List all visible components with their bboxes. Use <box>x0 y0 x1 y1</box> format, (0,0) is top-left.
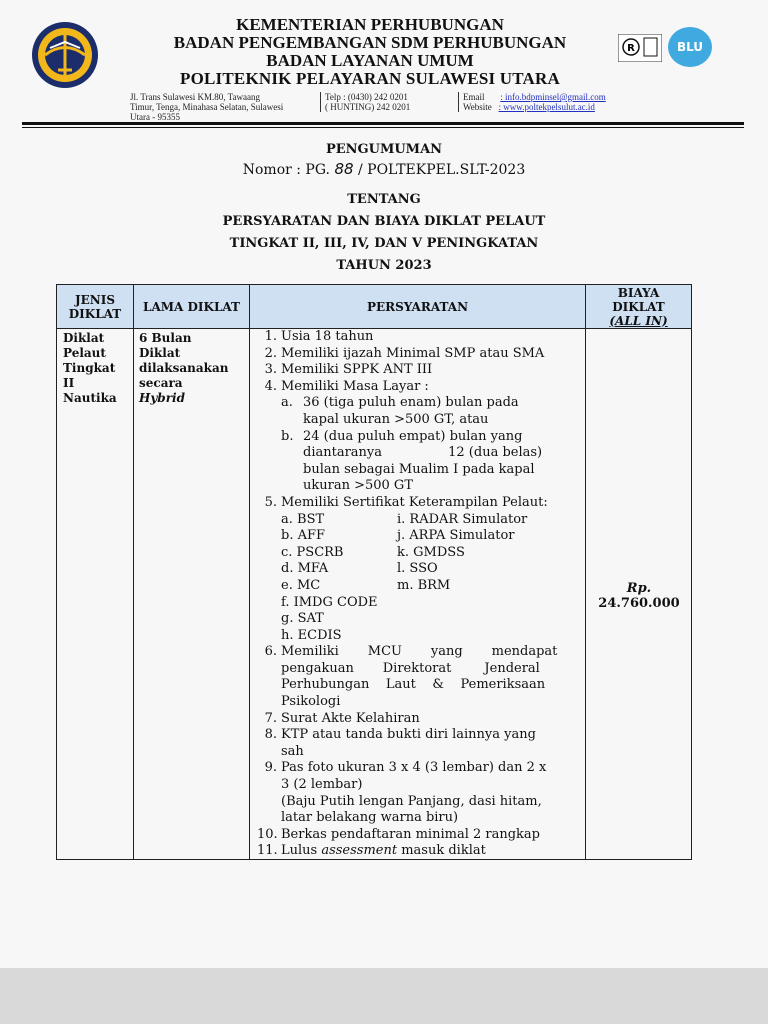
cell-biaya: Rp. 24.760.000 <box>598 581 680 611</box>
website-link[interactable]: : www.poltekpelsulut.ac.id <box>498 102 595 112</box>
ministry-logo <box>30 20 100 90</box>
email-website-block: Email : info.bdpminsel@gmail.com Website : www.poltekpelsulut.ac.id <box>458 92 663 112</box>
agency-name: BADAN PENGEMBANGAN SDM PERHUBUNGAN <box>173 33 567 52</box>
subject-line-1: PERSYARATAN DAN BIAYA DIKLAT PELAUT <box>222 214 546 229</box>
list-item: 9. Pas foto ukuran 3 x 4 (3 lembar) dan 2 x <box>264 760 547 776</box>
list-item: 2. Memiliki ijazah Minimal SMP atau SMA <box>264 345 545 361</box>
list-item: 1. Usia 18 tahun <box>264 329 374 344</box>
header-persyaratan: PERSYARATAN <box>250 285 585 329</box>
email-link[interactable]: : info.bdpminsel@gmail.com <box>500 92 606 102</box>
list-item: 8. KTP atau tanda bukti diri lainnya yang <box>264 727 536 743</box>
svg-text:R: R <box>627 43 635 54</box>
scan-background <box>0 968 768 1024</box>
tentang-label: TENTANG <box>347 192 421 207</box>
announcement-title: PENGUMUMAN <box>325 142 443 157</box>
cell-jenis-diklat: Diklat Pelaut Tingkat II Nautika <box>63 331 117 405</box>
blu-badge: BLU <box>668 27 712 67</box>
list-item: 10. Berkas pendaftaran minimal 2 rangkap <box>257 826 541 842</box>
announcement-number: Nomor : PG. 88 / POLTEKPEL.SLT-2023 <box>242 160 526 178</box>
subject-line-2: TINGKAT II, III, IV, DAN V PENINGKATAN <box>229 236 539 251</box>
address-block: Jl. Trans Sulawesi KM.80, Tawaang Timur, Tenga, Minahasa Selatan, Sulawesi Utara - 95355 <box>130 92 284 122</box>
header-biaya: BIAYA DIKLAT (ALL IN) <box>586 285 691 329</box>
cell-persyaratan: 1. Usia 18 tahun 2. Memiliki ijazah Minimal SMP atau SMA 3. Memiliki SPPK ANT III 4. Memiliki Masa Layar : a. 36 (tiga puluh enam) bulan pada kapal ukuran >500 GT, atau b. 24 (dua puluh empat) bulan yang diantaranya 12 (dua belas) bulan sebagai Mualim I pada kapal ukuran >500 GT 5. Memiliki Sertifikat Keterampilan Pelaut: a. BST i. RADAR Simulator b. AFF j. ARPA Simulator c. PSCRB k. GMDSS d. MFA l. SSO e. MC m. BRM f. IMDG CODE g. SAT h. ECDIS 6. Memiliki MCU yang mendapat pengakuan Direktorat Jenderal Perhubungan Laut & Pemeriksaan Psikologi 7. Surat Akte Kelahiran 8. KTP atau tanda bukti diri lainnya yang sah 9. Pas foto ukuran 3 x 4 (3 lembar) dan 2 x 3 (2 lembar) (Baju Putih lengan Panjang, dasi hitam, latar belakang warna biru) 10. Berkas pendaftaran minimal 2 rangkap 11. Lulus assessment masuk diklat <box>257 329 579 860</box>
institution-name: POLITEKNIK PELAYARAN SULAWESI UTARA <box>180 69 560 88</box>
header-divider <box>22 122 744 125</box>
phone-block: Telp : (0430) 242 0201 ( HUNTING) 242 0201 <box>320 92 455 112</box>
list-item: 7. Surat Akte Kelahiran <box>264 710 420 726</box>
certification-badge-icon <box>618 34 662 62</box>
header-lama: LAMA DIKLAT <box>134 285 249 329</box>
list-item: 6. Memiliki MCU yang mendapat <box>264 644 558 660</box>
list-item: 4. Memiliki Masa Layar : <box>264 378 429 394</box>
unit-name: BADAN LAYANAN UMUM <box>266 51 474 70</box>
requirements-table <box>56 284 692 860</box>
list-item: 5. Memiliki Sertifikat Keterampilan Pelaut: <box>264 494 548 510</box>
list-item: 11. Lulus assessment masuk diklat <box>257 843 486 859</box>
letterhead <box>160 16 580 88</box>
subject-line-3: TAHUN 2023 <box>336 258 432 273</box>
header-divider-thin <box>22 127 744 128</box>
header-jenis: JENIS DIKLAT <box>57 285 133 329</box>
ministry-name: KEMENTERIAN PERHUBUNGAN <box>236 15 504 34</box>
handwritten-number: 88 <box>334 160 354 178</box>
list-item: 3. Memiliki SPPK ANT III <box>264 362 433 378</box>
cell-lama-diklat: 6 Bulan Diklat dilaksanakan secara Hybrid <box>139 331 229 405</box>
